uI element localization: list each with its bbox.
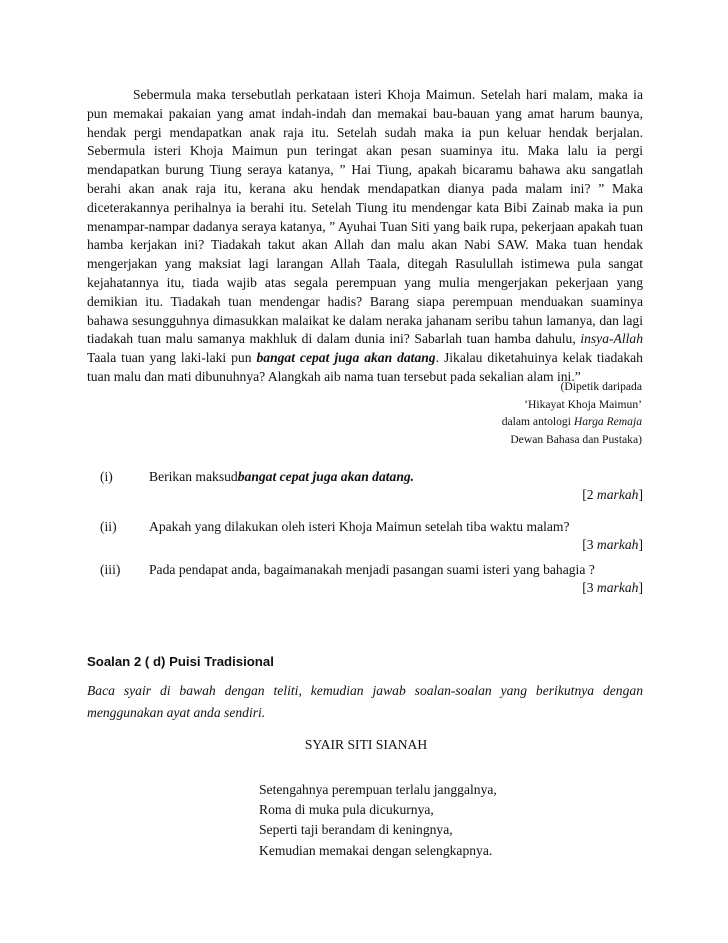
question-text: Berikan maksudbangat cepat juga akan datang. — [149, 469, 415, 484]
passage-text-2: Taala tuan yang laki-laki pun — [87, 350, 257, 366]
question-marks: [2 markah] — [582, 487, 643, 502]
question-number: (iii) — [100, 562, 121, 577]
poem-line: Setengahnya perempuan terlalu janggalnya, — [259, 782, 497, 797]
question-text: Apakah yang dilakukan oleh isteri Khoja Maimun setelah tiba waktu malam? — [149, 519, 570, 534]
source-line-2: ’Hikayat Khoja Maimun’ — [524, 397, 642, 411]
poem-title: SYAIR SITI SIANAH — [304, 737, 428, 752]
source-line-1: (Dipetik daripada — [560, 380, 642, 393]
section-2-heading: Soalan 2 ( d) Puisi Tradisional — [87, 654, 274, 669]
question-number: (i) — [100, 469, 113, 484]
source-line-3-prefix: dalam antologi — [501, 415, 574, 429]
passage-text-1: Sebermula maka tersebutlah perkataan isteri Khoja Maimun. Setelah hari malam, maka ia pun memakai pakaian yang amat indah-indah dan memakai bau-bauan yang amat harum baunya, hendak pergi mendapatkan anak raja itu. Setelah sudah maka ia pun keluar hendak berjalan. Sebermula isteri Khoja Maimun pun teringat akan pesan suaminya itu. Maka lalu ia pergi mendapatkan burung Tiung seraya katanya, ” Hai Tiung, apakah bicaramu bahawa aku sangatlah berahi akan anak raja itu, kerana aku hendak mendapatkan dianya pada malam ini? ” Maka diceterakannya perihalnya ia berahi itu. Setelah Tiung itu mendengar kata Bibi Zainab maka ia pun menampar-nampar dadanya seraya katanya, ” Ayuhai Tuan Siti yang baik rupa, pekerjaan apakah tuan hamba kerjakan ini? Tiadakah takut akan Allah dan malu akan Nabi SAW. Maka tuan hendak mengerjakan yang maksiat lagi larangan Allah Taala, ditegah Rasulullah istimewa pula sangat kejahatannya itu, tiada wajib atas segala perempuan yang mulia mengerjakan pekerjaan yang demikian itu. Tiadakah tuan mendengar hadis? Barang siapa perempuan menduakan suaminya bahawa sesungguhnya dimasukkan malaikat ke dalam neraka jahanam seribu tahun lamanya, dan lagi tiadakah tuan malu samanya makhluk di dalam dunia ini? Sabarlah tuan hamba dahulu, — [87, 87, 643, 347]
passage-paragraph — [87, 86, 643, 387]
poem-line: Roma di muka pula dicukurnya, — [259, 802, 434, 818]
question-bold-phrase: bangat cepat juga akan datang. — [237, 469, 415, 484]
poem-line: Kemudian memakai dengan selengkapnya. — [259, 842, 493, 858]
passage-italic-insya-allah: insya-Allah — [580, 331, 643, 347]
passage-text-3: . Jikalau diketahuinya kelak tiadakah tuan malu dan mati dibunuhnya? Alangkah aib nama tuan tersebut pada sekalian alam ini.” — [87, 350, 643, 384]
section-2-instruction: Baca syair di bawah dengan teliti, kemudian jawab soalan-soalan yang berikutnya dengan menggunakan ayat anda sendiri. — [87, 683, 643, 720]
question-text: Pada pendapat anda, bagaimanakah menjadi pasangan suami isteri yang bahagia ? — [149, 562, 595, 577]
source-anthology-title: Harga Remaja — [573, 415, 642, 429]
source-citation — [502, 378, 642, 448]
question-marks: [3 markah] — [582, 580, 643, 595]
source-line-4: Dewan Bahasa dan Pustaka) — [510, 432, 642, 446]
poem-stanza — [259, 780, 497, 861]
passage-bold-italic-phrase: bangat cepat juga akan datang — [256, 350, 436, 366]
question-number: (ii) — [100, 519, 117, 534]
source-line-3 — [502, 413, 642, 431]
question-marks: [3 markah] — [582, 537, 643, 552]
poem-line: Seperti taji berandam di keningnya, — [259, 822, 453, 838]
